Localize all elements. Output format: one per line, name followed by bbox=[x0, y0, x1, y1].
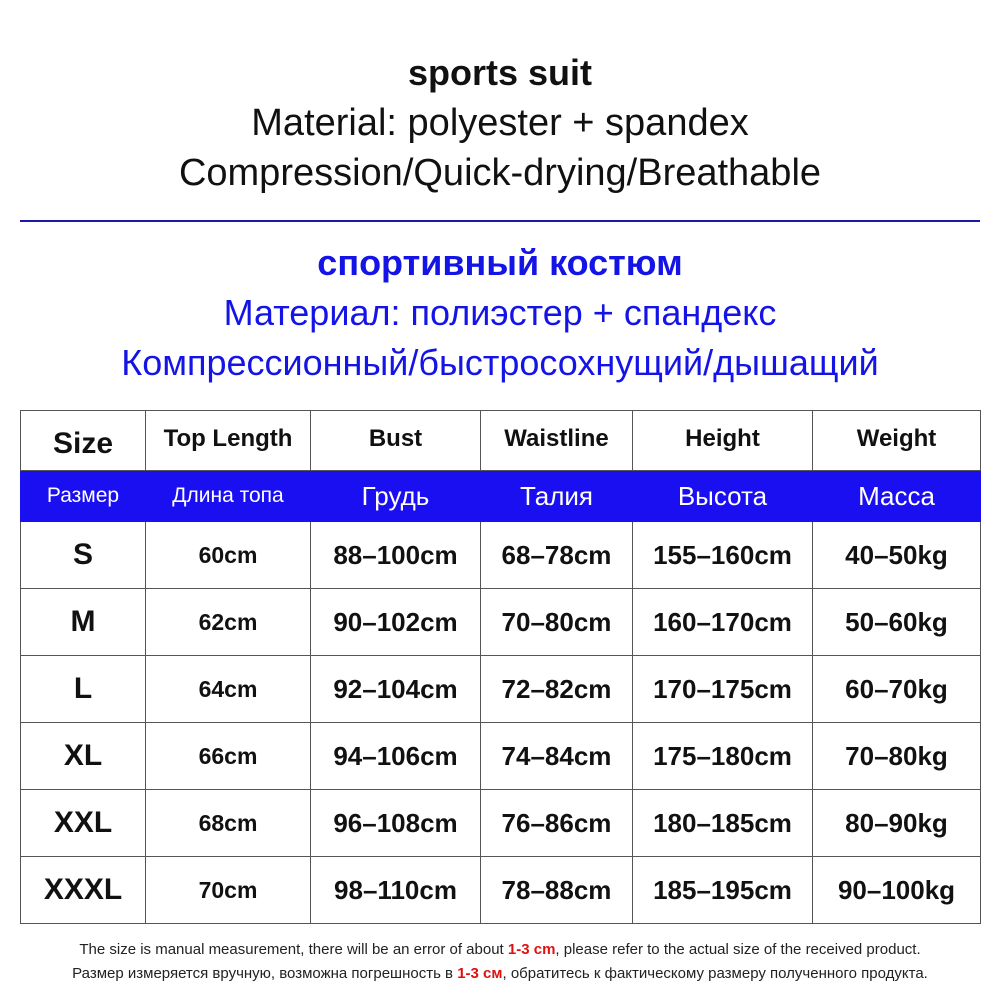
note-ru-after: , обратитесь к фактическому размеру полученного продукта. bbox=[502, 965, 928, 982]
features-en: Compression/Quick-drying/Breathable bbox=[178, 152, 822, 194]
material-ru: Материал: полиэстер + спандекс bbox=[223, 292, 777, 333]
features-ru: Компрессионный/быстросохнущий/дышащий bbox=[121, 342, 879, 383]
cell-waistline: 76–86cm bbox=[481, 790, 633, 857]
column-header-weight: Weight bbox=[813, 411, 981, 471]
cell-top-length: 70cm bbox=[146, 857, 311, 924]
cell-top-length: 62cm bbox=[146, 589, 311, 656]
russian-header bbox=[0, 238, 1000, 388]
column-header-bust: Bust bbox=[311, 411, 481, 471]
table-header-row-en bbox=[21, 411, 981, 471]
cell-size: M bbox=[21, 589, 146, 656]
column-header-height-ru: Высота bbox=[633, 471, 813, 522]
cell-weight: 60–70kg bbox=[813, 656, 981, 723]
table-body bbox=[21, 522, 981, 924]
cell-height: 180–185cm bbox=[633, 790, 813, 857]
cell-bust: 88–100cm bbox=[311, 522, 481, 589]
product-title-ru: спортивный костюм bbox=[317, 242, 683, 283]
table-row bbox=[21, 857, 981, 924]
cell-weight: 70–80kg bbox=[813, 723, 981, 790]
cell-size: L bbox=[21, 656, 146, 723]
cell-size: XL bbox=[21, 723, 146, 790]
english-header bbox=[0, 48, 1000, 198]
cell-size: S bbox=[21, 522, 146, 589]
table-row bbox=[21, 522, 981, 589]
table-row bbox=[21, 790, 981, 857]
cell-weight: 90–100kg bbox=[813, 857, 981, 924]
cell-waistline: 78–88cm bbox=[481, 857, 633, 924]
cell-height: 170–175cm bbox=[633, 656, 813, 723]
column-header-top-length: Top Length bbox=[146, 411, 311, 471]
cell-bust: 98–110cm bbox=[311, 857, 481, 924]
table-row bbox=[21, 723, 981, 790]
cell-height: 185–195cm bbox=[633, 857, 813, 924]
note-ru-before: Размер измеряется вручную, возможна погрешность в bbox=[72, 965, 458, 982]
cell-bust: 90–102cm bbox=[311, 589, 481, 656]
cell-top-length: 68cm bbox=[146, 790, 311, 857]
size-chart-table bbox=[20, 410, 981, 924]
cell-size: XXL bbox=[21, 790, 146, 857]
cell-waistline: 70–80cm bbox=[481, 589, 633, 656]
cell-height: 155–160cm bbox=[633, 522, 813, 589]
table-row bbox=[21, 656, 981, 723]
product-title-en: sports suit bbox=[407, 52, 593, 93]
column-header-height: Height bbox=[633, 411, 813, 471]
column-header-size: Size bbox=[21, 411, 146, 471]
cell-waistline: 68–78cm bbox=[481, 522, 633, 589]
cell-weight: 80–90kg bbox=[813, 790, 981, 857]
cell-weight: 40–50kg bbox=[813, 522, 981, 589]
cell-size: XXXL bbox=[21, 857, 146, 924]
cell-top-length: 66cm bbox=[146, 723, 311, 790]
column-header-weight-ru: Масса bbox=[813, 471, 981, 522]
note-en bbox=[0, 938, 1000, 962]
note-en-after: , please refer to the actual size of the received product. bbox=[555, 941, 921, 958]
column-header-bust-ru: Грудь bbox=[311, 471, 481, 522]
cell-top-length: 64cm bbox=[146, 656, 311, 723]
cell-height: 175–180cm bbox=[633, 723, 813, 790]
cell-bust: 96–108cm bbox=[311, 790, 481, 857]
table-row bbox=[21, 589, 981, 656]
measurement-notes bbox=[0, 938, 1000, 986]
note-en-before: The size is manual measurement, there will be an error of about bbox=[79, 941, 508, 958]
cell-bust: 92–104cm bbox=[311, 656, 481, 723]
note-ru-highlight: 1-3 см bbox=[457, 965, 503, 982]
column-header-size-ru: Размер bbox=[21, 471, 146, 522]
cell-waistline: 72–82cm bbox=[481, 656, 633, 723]
cell-height: 160–170cm bbox=[633, 589, 813, 656]
note-en-highlight: 1-3 cm bbox=[507, 941, 556, 958]
header-divider bbox=[20, 220, 980, 222]
column-header-top-length-ru: Длина топа bbox=[146, 471, 311, 522]
column-header-waistline-ru: Талия bbox=[481, 471, 633, 522]
cell-weight: 50–60kg bbox=[813, 589, 981, 656]
cell-bust: 94–106cm bbox=[311, 723, 481, 790]
cell-top-length: 60cm bbox=[146, 522, 311, 589]
cell-waistline: 74–84cm bbox=[481, 723, 633, 790]
note-ru bbox=[0, 962, 1000, 986]
column-header-waistline: Waistline bbox=[481, 411, 633, 471]
table-header-row-ru bbox=[21, 471, 981, 522]
material-en: Material: polyester + spandex bbox=[251, 102, 749, 144]
